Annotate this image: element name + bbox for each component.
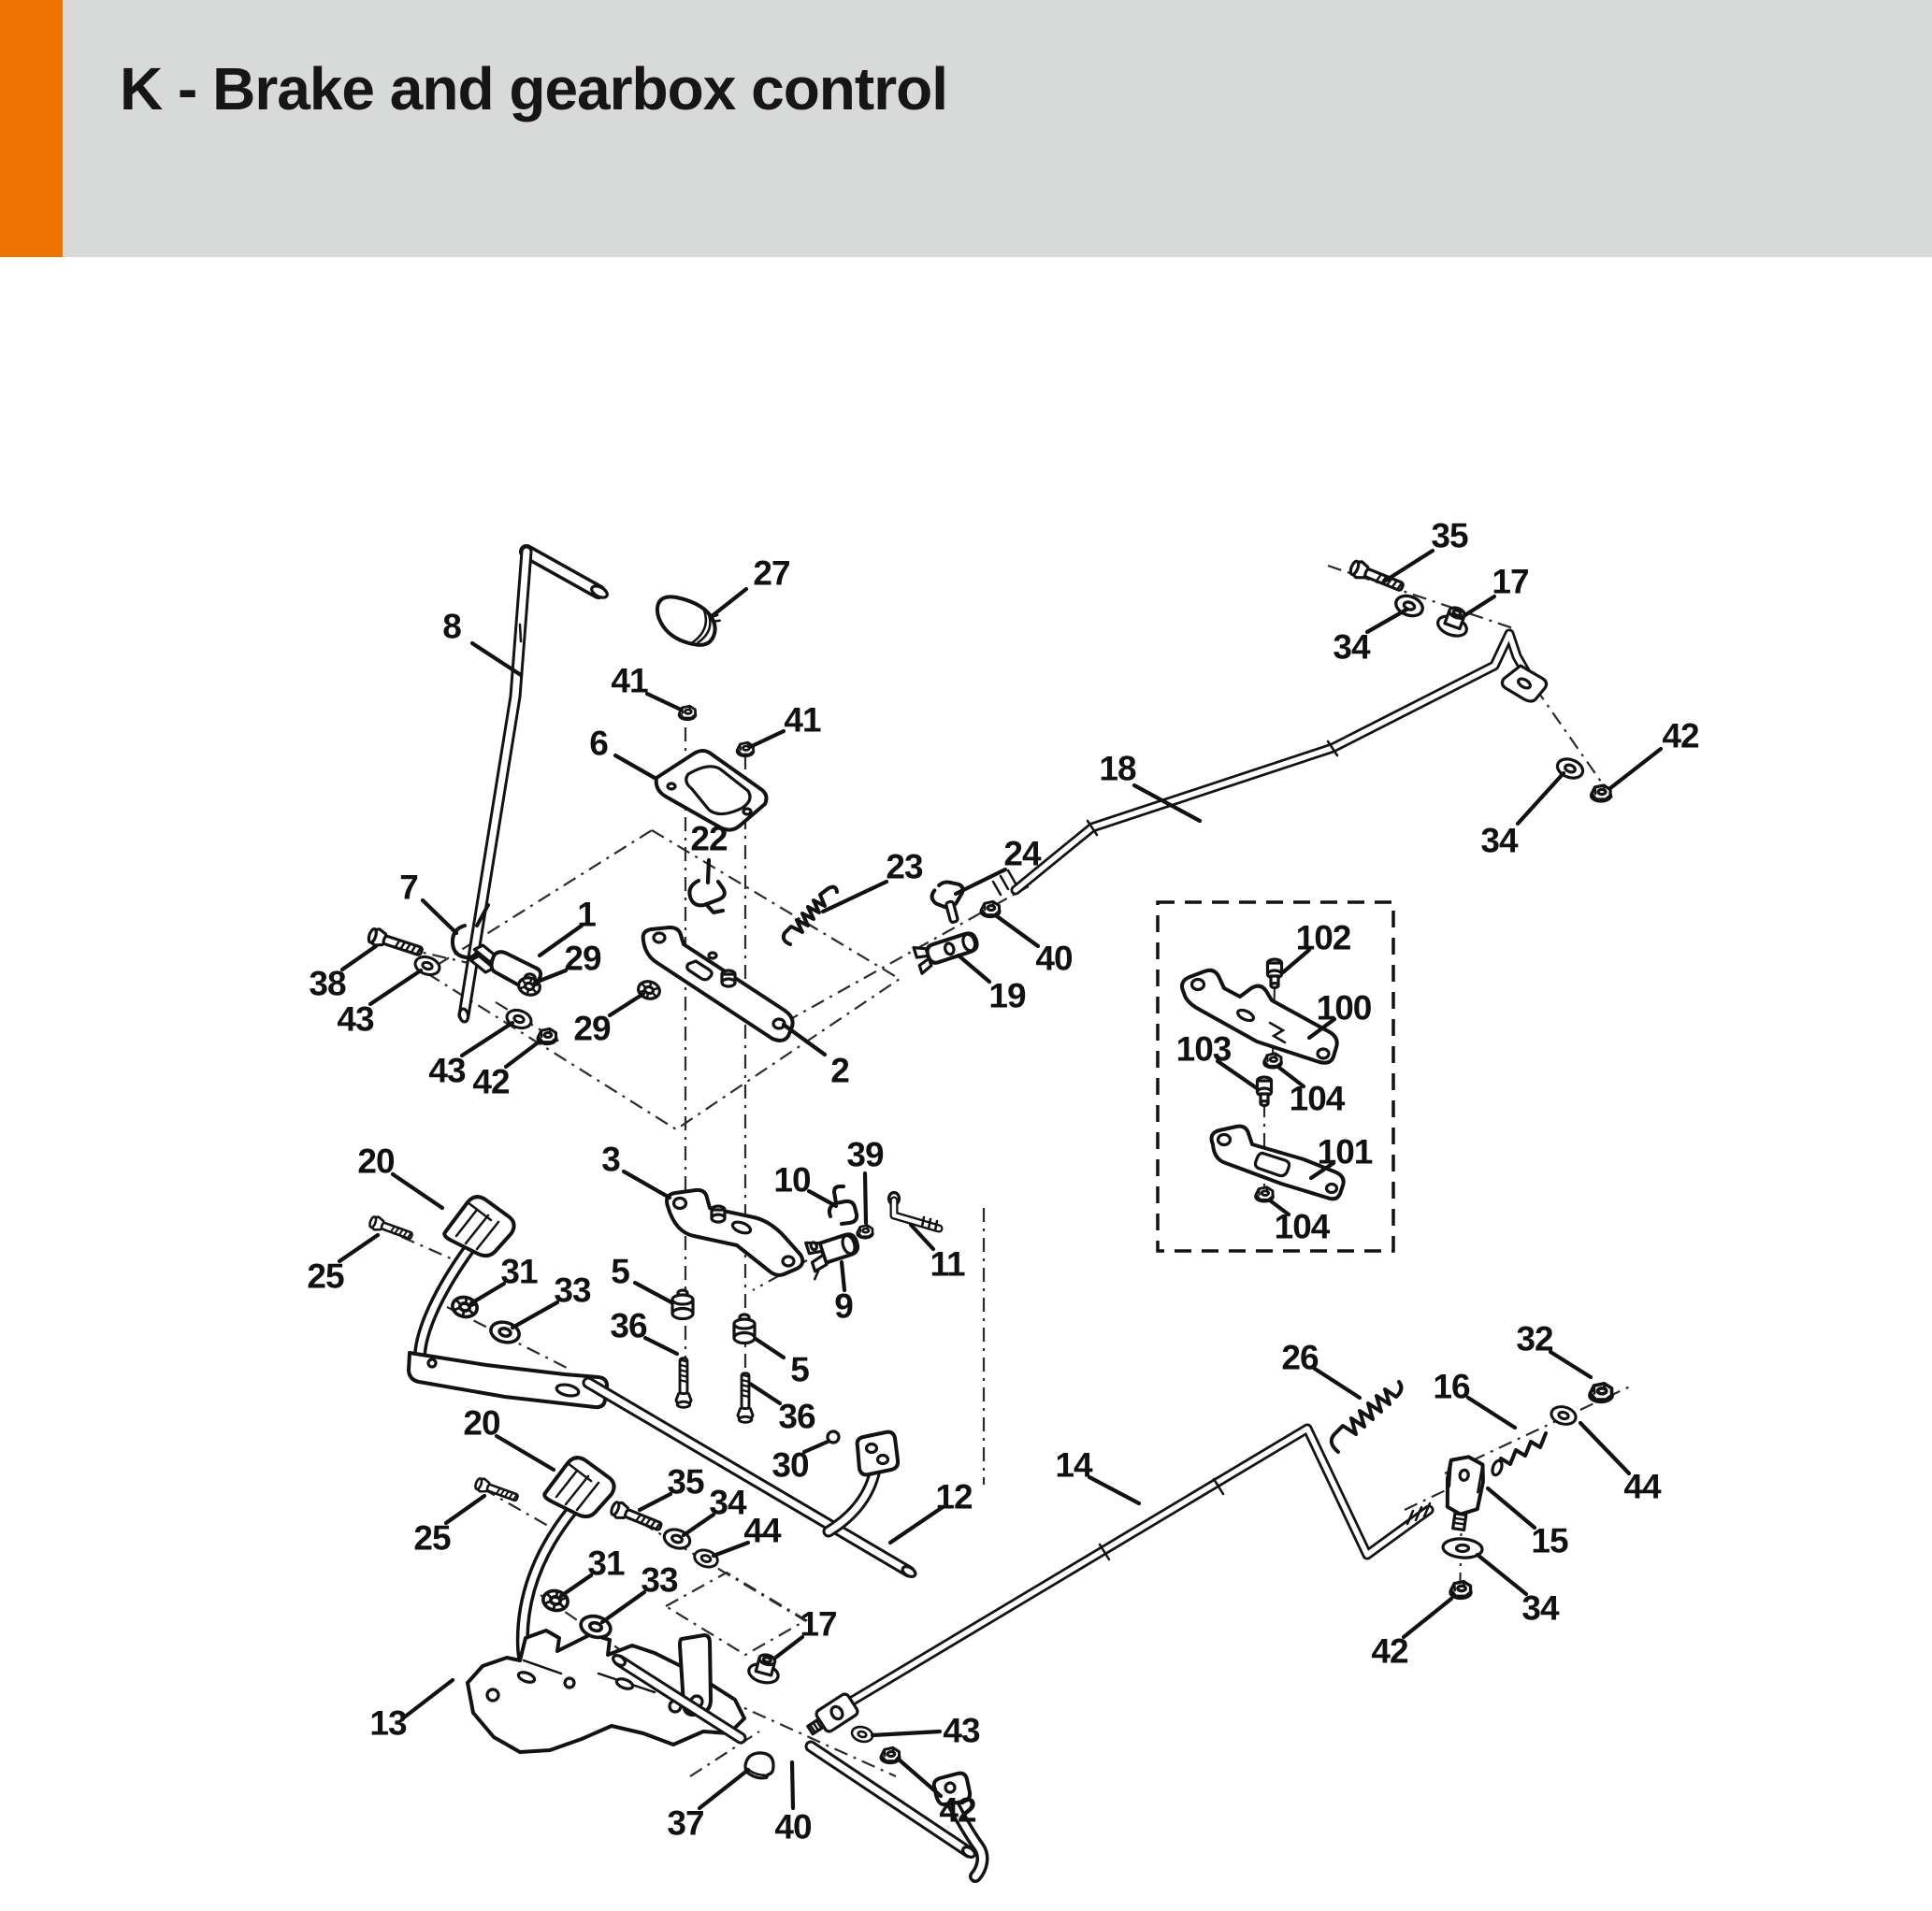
brake-rod-18: [993, 634, 1547, 895]
part-label-104: 104: [1289, 1079, 1345, 1118]
part-label-40: 40: [1035, 939, 1073, 978]
part-label-34: 34: [1521, 1588, 1559, 1628]
leader-line-2: [784, 1025, 825, 1055]
gear-knob-27: [650, 593, 723, 650]
leader-line-25: [446, 1496, 484, 1523]
leader-line-31: [471, 1284, 504, 1303]
plate-3-group: [667, 1186, 939, 1279]
leader-line-33: [602, 1592, 644, 1622]
part-label-20: 20: [357, 1142, 395, 1181]
leader-line-26: [1315, 1369, 1360, 1398]
part-label-11: 11: [930, 1244, 965, 1284]
part-label-17: 17: [1492, 562, 1529, 601]
detail-box: [1158, 902, 1393, 1251]
leader-line-17: [1461, 596, 1494, 618]
leader-line-41: [750, 731, 784, 747]
part-label-104: 104: [1274, 1207, 1330, 1246]
leader-line-15: [1488, 1488, 1535, 1528]
part-label-43: 43: [337, 999, 374, 1039]
leader-line-10: [809, 1191, 836, 1206]
cap-nut-37: [743, 1749, 777, 1781]
top-right-hardware: [1348, 559, 1611, 801]
part-label-5: 5: [611, 1252, 629, 1291]
part-label-16: 16: [1433, 1367, 1470, 1406]
leader-line-14: [1089, 1477, 1139, 1503]
leader-line-27: [711, 589, 746, 617]
part-label-36: 36: [778, 1397, 815, 1436]
part-label-31: 31: [587, 1544, 625, 1583]
leader-line-43: [872, 1731, 940, 1735]
brake-rod-14: [846, 1429, 1430, 1704]
spring-26: [1332, 1382, 1402, 1452]
part-label-36: 36: [610, 1306, 647, 1345]
spring-23: [784, 887, 837, 944]
part-label-44: 44: [743, 1511, 781, 1550]
pin-11: [889, 1193, 940, 1231]
leader-line-31: [561, 1575, 591, 1596]
leader-line-33: [512, 1302, 557, 1328]
part-label-18: 18: [1099, 749, 1136, 788]
part-label-14: 14: [1055, 1445, 1092, 1485]
part-label-19: 19: [988, 976, 1026, 1015]
part-label-35: 35: [1431, 516, 1468, 555]
part-label-25: 25: [413, 1518, 451, 1558]
leader-line-5: [635, 1283, 671, 1302]
part-label-102: 102: [1295, 918, 1351, 957]
part-label-43: 43: [943, 1711, 980, 1750]
part-label-42: 42: [1662, 716, 1699, 755]
leader-line-16: [1468, 1398, 1515, 1428]
part-label-22: 22: [690, 819, 728, 858]
part-label-13: 13: [369, 1703, 407, 1743]
part-label-34: 34: [1333, 627, 1370, 667]
part-label-23: 23: [886, 847, 923, 886]
leader-line-7: [423, 900, 456, 933]
part-label-33: 33: [641, 1560, 678, 1600]
part-label-42: 42: [939, 1790, 976, 1830]
part-label-41: 41: [611, 661, 648, 700]
clevis-9: [803, 1228, 864, 1279]
leader-line-42: [1610, 749, 1661, 788]
leader-line-40: [792, 1762, 793, 1808]
part-label-103: 103: [1175, 1029, 1232, 1069]
part-label-41: 41: [784, 700, 821, 740]
leader-line-9: [842, 1262, 844, 1290]
leader-line-34: [1518, 773, 1564, 824]
leader-line-36: [645, 1338, 677, 1354]
part-label-15: 15: [1531, 1521, 1568, 1560]
leader-line-42: [1404, 1599, 1451, 1637]
part-label-3: 3: [601, 1140, 620, 1179]
leader-line-25: [339, 1235, 378, 1261]
part-label-6: 6: [589, 724, 608, 763]
part-label-25: 25: [307, 1257, 344, 1296]
part-label-39: 39: [846, 1135, 884, 1174]
part-label-37: 37: [667, 1803, 704, 1843]
leader-line-36: [750, 1384, 780, 1403]
leader-line-19: [959, 956, 989, 982]
leader-line-43: [462, 1023, 512, 1056]
part-label-35: 35: [667, 1462, 704, 1502]
block-15: [1441, 1455, 1486, 1532]
leader-line-34: [1478, 1555, 1526, 1594]
leader-line-6: [615, 755, 655, 778]
part-label-9: 9: [834, 1286, 853, 1326]
part-label-17: 17: [800, 1604, 837, 1644]
part-label-20: 20: [463, 1403, 500, 1443]
part-label-100: 100: [1316, 988, 1372, 1027]
right-adjuster-group: [1332, 1382, 1612, 1598]
part-label-32: 32: [1516, 1319, 1553, 1358]
leader-line-38: [342, 946, 376, 970]
page-title: K - Brake and gearbox control: [120, 55, 947, 122]
leader-line-42: [898, 1759, 941, 1796]
part-label-30: 30: [771, 1445, 809, 1485]
leader-line-35: [1384, 551, 1433, 582]
part-label-29: 29: [564, 939, 601, 978]
part-label-34: 34: [1480, 821, 1518, 860]
clevis-1-hardware: [367, 927, 661, 1043]
leader-line-17: [774, 1637, 802, 1659]
leader-line-20: [393, 1174, 442, 1208]
leader-line-22: [708, 860, 709, 883]
part-label-1: 1: [577, 895, 596, 934]
leader-line-42: [506, 1041, 541, 1067]
part-label-44: 44: [1623, 1467, 1661, 1506]
part-label-43: 43: [428, 1051, 466, 1090]
part-label-10: 10: [773, 1160, 811, 1200]
part-label-38: 38: [309, 964, 346, 1003]
leader-line-13: [404, 1680, 453, 1717]
part-label-8: 8: [442, 607, 461, 646]
part-label-33: 33: [554, 1271, 591, 1310]
leader-line-37: [699, 1770, 748, 1808]
leader-line-43: [370, 970, 421, 1004]
part-label-31: 31: [500, 1252, 538, 1291]
leader-line-39: [865, 1173, 866, 1223]
leader-line-32: [1550, 1352, 1591, 1377]
part-label-101: 101: [1317, 1132, 1373, 1171]
part-label-27: 27: [753, 553, 790, 593]
leader-line-34: [1367, 610, 1406, 632]
part-label-29: 29: [573, 1009, 611, 1048]
leader-line-3: [624, 1171, 670, 1198]
part-label-5: 5: [790, 1350, 809, 1389]
leader-line-35: [640, 1494, 670, 1510]
leader-line-44: [1580, 1423, 1629, 1473]
part-label-34: 34: [709, 1483, 746, 1522]
leader-line-41: [647, 694, 681, 710]
brake-plate-2: [643, 887, 837, 1041]
part-label-40: 40: [774, 1807, 812, 1846]
part-label-42: 42: [1371, 1631, 1408, 1671]
leader-line-20: [497, 1436, 554, 1470]
part-label-7: 7: [399, 868, 418, 907]
part-label-24: 24: [1003, 834, 1041, 873]
leader-line-29: [610, 994, 643, 1015]
leader-line-40: [997, 916, 1038, 946]
leader-line-5: [756, 1339, 784, 1358]
part-label-26: 26: [1281, 1338, 1319, 1377]
part-label-2: 2: [830, 1051, 849, 1090]
part-label-42: 42: [472, 1062, 510, 1101]
part-label-12: 12: [935, 1477, 973, 1516]
